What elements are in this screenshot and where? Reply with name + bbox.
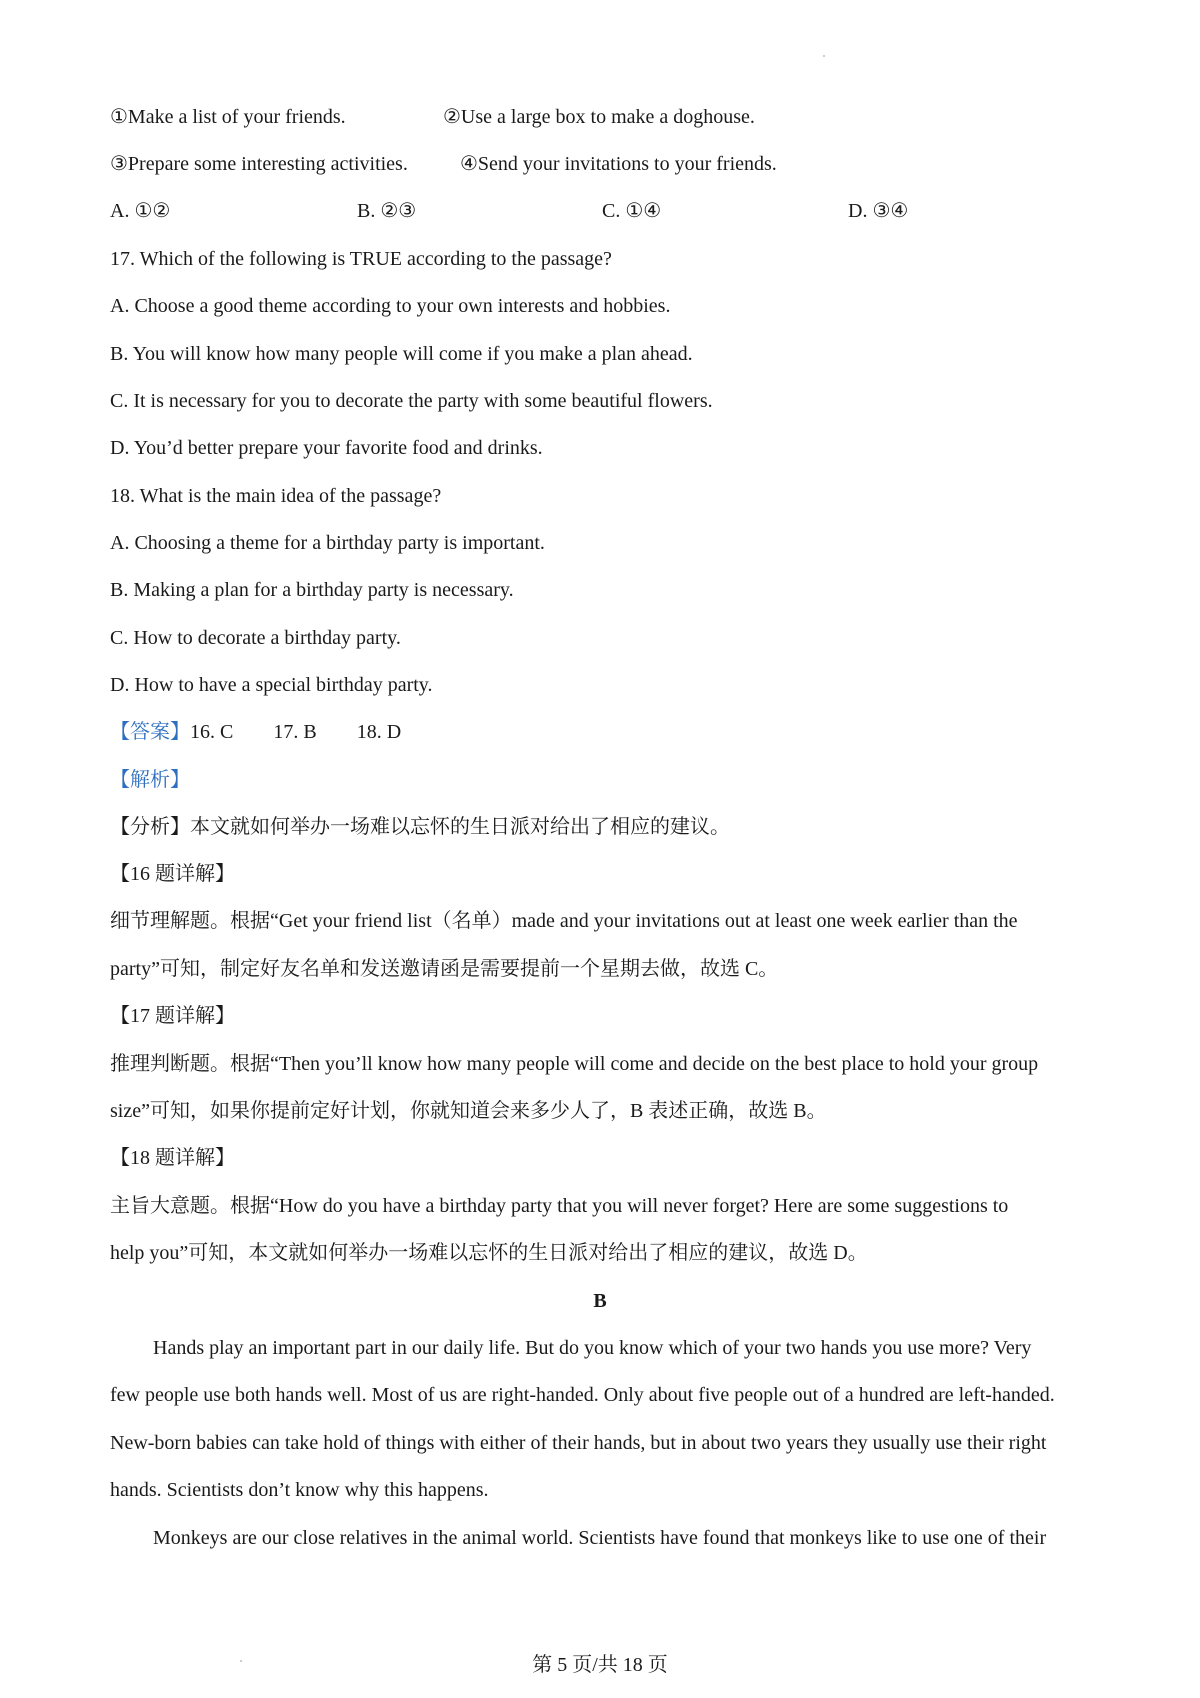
answer-16: 16. C: [190, 721, 234, 743]
q17-option-c: C. It is necessary for you to decorate the party with some beautiful flowers.: [110, 390, 713, 412]
q16-option-b: B. ②③: [357, 200, 417, 222]
passage-b-p1-line-1: Hands play an important part in our daily life. But do you know which of your two hands you use more? Very: [153, 1337, 1032, 1359]
analysis-summary: 【分析】本文就如何举办一场难以忘怀的生日派对给出了相应的建议。: [110, 816, 730, 838]
page-footer: 第 5 页/共 18 页: [532, 1654, 668, 1676]
q18-stem: 18. What is the main idea of the passage?: [110, 485, 442, 507]
q17-option-d: D. You’d better prepare your favorite food and drinks.: [110, 437, 543, 459]
detail-16-line-1: 细节理解题。根据“Get your friend list（名单）made and your invitations out at least one week earlier than the: [110, 910, 1018, 932]
detail-17-line-2: size”可知，如果你提前定好计划，你就知道会来多少人了，B 表述正确，故选 B。: [110, 1100, 827, 1122]
q16-option-d: D. ③④: [848, 200, 909, 222]
q16-option-c: C. ①④: [602, 200, 662, 222]
passage-b-p1-line-4: hands. Scientists don’t know why this happens.: [110, 1479, 489, 1501]
detail-16-line-2: party”可知，制定好友名单和发送邀请函是需要提前一个星期去做，故选 C。: [110, 958, 779, 980]
q18-option-d: D. How to have a special birthday party.: [110, 674, 433, 696]
section-b-heading: B: [593, 1290, 607, 1312]
analysis-label: 【解析】: [110, 769, 190, 791]
answer-17: 17. B: [273, 721, 317, 743]
passage-b-p1-line-2: few people use both hands well. Most of us are right-handed. Only about five people out of a hundred are left-handed.: [110, 1384, 1055, 1406]
detail-17-title: 【17 题详解】: [110, 1005, 235, 1027]
detail-18-line-1: 主旨大意题。根据“How do you have a birthday party that you will never forget? Here are some suggestions to: [110, 1195, 1009, 1217]
q17-stem: 17. Which of the following is TRUE according to the passage?: [110, 248, 612, 270]
answer-18: 18. D: [356, 721, 402, 743]
answer-label: 【答案】: [110, 721, 190, 743]
answer-line: [110, 718, 401, 746]
scan-dot: [823, 55, 825, 57]
passage-b-p1-line-3: New-born babies can take hold of things with either of their hands, but in about two years they usually use their right: [110, 1432, 1047, 1454]
q16-option-a: A. ①②: [110, 200, 171, 222]
q18-option-c: C. How to decorate a birthday party.: [110, 627, 401, 649]
q16-item-4: ④Send your invitations to your friends.: [460, 153, 777, 175]
q17-option-a: A. Choose a good theme according to your own interests and hobbies.: [110, 295, 671, 317]
q16-item-2: ②Use a large box to make a doghouse.: [443, 106, 755, 128]
passage-b-p2-line-1: Monkeys are our close relatives in the animal world. Scientists have found that monkeys like to use one of their: [153, 1527, 1047, 1549]
q18-option-a: A. Choosing a theme for a birthday party is important.: [110, 532, 545, 554]
detail-16-title: 【16 题详解】: [110, 863, 235, 885]
q16-item-3: ③Prepare some interesting activities.: [110, 153, 408, 175]
detail-18-line-2: help you”可知，本文就如何举办一场难以忘怀的生日派对给出了相应的建议，故选 D。: [110, 1242, 868, 1264]
q17-option-b: B. You will know how many people will come if you make a plan ahead.: [110, 343, 693, 365]
detail-17-line-1: 推理判断题。根据“Then you’ll know how many people will come and decide on the best place to hold your group: [110, 1053, 1039, 1075]
q16-item-1: ①Make a list of your friends.: [110, 106, 346, 128]
q18-option-b: B. Making a plan for a birthday party is necessary.: [110, 579, 514, 601]
detail-18-title: 【18 题详解】: [110, 1147, 235, 1169]
